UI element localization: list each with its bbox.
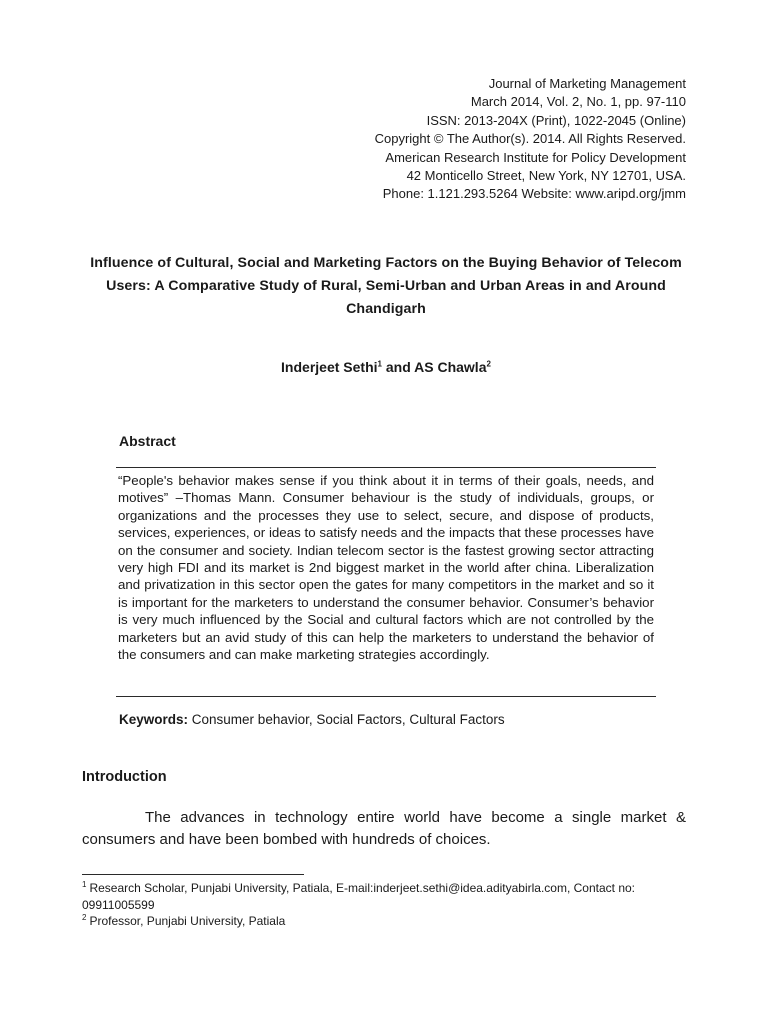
keywords-line bbox=[119, 711, 505, 729]
keywords-value: Consumer behavior, Social Factors, Cultural Factors bbox=[188, 712, 505, 727]
author-line bbox=[84, 357, 688, 377]
footnote-2 bbox=[82, 913, 688, 930]
abstract-heading: Abstract bbox=[119, 433, 176, 449]
contact-line: Phone: 1.121.293.5264 Website: www.aripd.org/jmm bbox=[382, 186, 686, 202]
footnote-1 bbox=[82, 880, 688, 913]
footnote-1-text: Research Scholar, Punjabi University, Patiala, E-mail:inderjeet.sethi@idea.adityabirla.com, Contact no: 09911005599 bbox=[82, 881, 636, 912]
author-joiner: and bbox=[381, 359, 415, 375]
introduction-paragraph: The advances in technology entire world have become a single market & consumers and have been bombed with hundreds of choices. bbox=[82, 809, 686, 848]
footnote-2-text: Professor, Punjabi University, Patiala bbox=[89, 914, 286, 928]
footnotes bbox=[82, 880, 688, 930]
footnote-1-mark: 1 bbox=[82, 880, 87, 889]
author-1-footnote-mark: 1 bbox=[377, 359, 382, 369]
publisher-line: American Research Institute for Policy Development bbox=[385, 149, 686, 165]
abstract-top-rule bbox=[116, 467, 656, 468]
issue-info: March 2014, Vol. 2, No. 1, pp. 97-110 bbox=[470, 94, 686, 110]
issn-line: ISSN: 2013-204X (Print), 1022-2045 (Online) bbox=[426, 112, 686, 128]
abstract-text: “People's behavior makes sense if you think about it in terms of their goals, needs, and motives” –Thomas Mann. Consumer behaviour is the study of individuals, groups, or organizations and the processes they use to select, secure, and dispose of products, services, experiences, or ideas to satisfy needs and the impacts that these processes have on the consumer and society. Indian telecom sector is the fastest growing sector attracting very high FDI and its market is 2nd biggest market in the world after china. Liberalization and privatization in this sector open the gates for many competitors in the market and so it is important for the marketers to understand the consumer behavior. Consumer’s behavior is very much influenced by the Social and cultural factors which are not controlled by the marketers but an avid study of this can help the marketers to understand the behavior of the consumers and can make marketing strategies accordingly. bbox=[118, 473, 654, 663]
author-1-name: Inderjeet Sethi bbox=[281, 359, 378, 375]
paper-title: Influence of Cultural, Social and Marketing Factors on the Buying Behavior of Telecom Users: A Comparative Study of Rural, Semi-Urban and Urban Areas in and Around Chandigarh bbox=[90, 255, 682, 317]
abstract-bottom-rule bbox=[116, 696, 656, 697]
author-2-name: AS Chawla bbox=[414, 359, 487, 375]
footnote-2-mark: 2 bbox=[82, 913, 87, 922]
footnote-separator bbox=[82, 874, 304, 875]
copyright-line: Copyright © The Author(s). 2014. All Rights Reserved. bbox=[374, 131, 686, 147]
journal-header bbox=[166, 75, 686, 204]
author-2-footnote-mark: 2 bbox=[486, 359, 491, 369]
introduction-heading: Introduction bbox=[82, 769, 167, 785]
keywords-label: Keywords: bbox=[119, 712, 189, 727]
journal-name: Journal of Marketing Management bbox=[488, 76, 686, 91]
address-line: 42 Monticello Street, New York, NY 12701, USA. bbox=[406, 168, 686, 184]
